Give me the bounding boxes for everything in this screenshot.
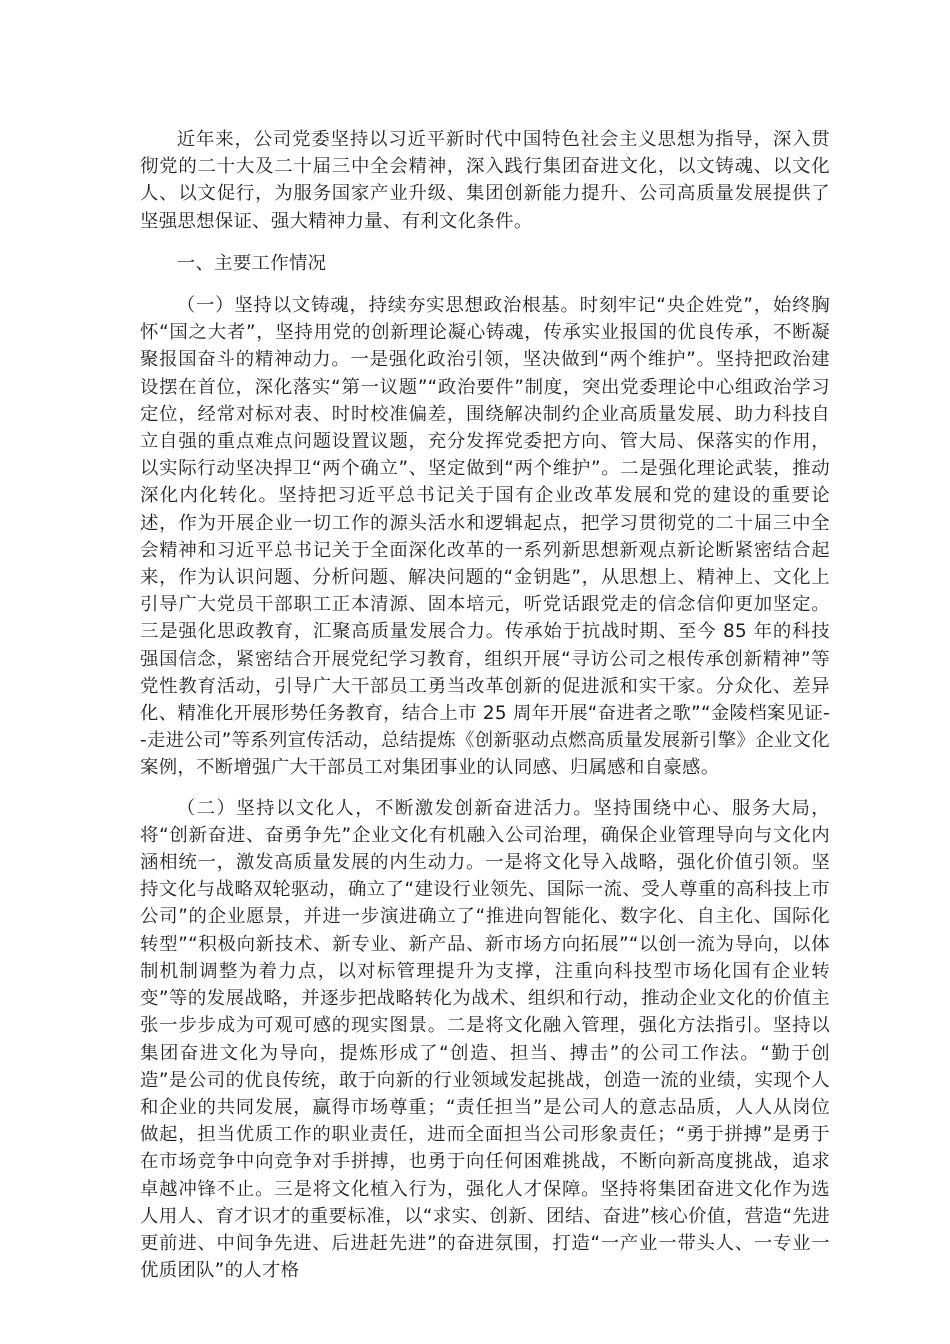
section-heading: 一、主要工作情况 bbox=[176, 252, 327, 274]
document-page bbox=[140, 126, 830, 1284]
section-2-paragraph: （二）坚持以文化人，不断激发创新奋进活力。坚持围绕中心、服务大局，将“创新奋进、奋勇争先”企业文化有机融入公司治理，确保企业管理导向与文化内涵相统一，激发高质量发展的内生动力。一是将文化导入战略，强化价值引领。坚持文化与战略双轮驱动，确立了“建设行业领先、国际一流、受人尊重的高科技上市公司”的企业愿景，并进一步演进确立了“推进向智能化、数字化、自主化、国际化转型”“积极向新技术、新专业、新产品、新市场方向拓展”“以创一流为导向，以体制机制调整为着力点，以对标管理提升为支撑，注重向科技型市场化国有企业转变”等的发展战略，并逐步把战略转化为战术、组织和行动，推动企业文化的价值主张一步步成为可观可感的现实图景。二是将文化融入管理，强化方法指引。坚持以集团奋进文化为导向，提炼形成了“创造、担当、搏击”的公司工作法。“勤于创造”是公司的优良传统，敢于向新的行业领域发起挑战，创造一流的业绩，实现个人和企业的共同发展，赢得市场尊重；“责任担当”是公司人的意志品质，人人从岗位做起，担当优质工作的职业责任，进而全面担当公司形象责任；“勇于拼搏”是勇于在市场竞争中向竞争对手拼搏，也勇于向任何困难挑战，不断向新高度挑战，追求卓越冲锋不止。三是将文化植入行为，强化人才保障。坚持将集团奋进文化作为选人用人、育才识才的重要标准，以“求实、创新、团结、奋进”核心价值，营造“先进更前进、中间争先进、后进赶先进”的奋进氛围，打造“一产业一带头人、一专业一优质团队”的人才格 bbox=[140, 797, 830, 1282]
section-1-paragraph: （一）坚持以文铸魂，持续夯实思想政治根基。时刻牢记“央企姓党”，始终胸怀“国之大者”，坚持用党的创新理论凝心铸魂，传承实业报国的优良传承，不断凝聚报国奋斗的精神动力。一是强化政治引领，坚决做到“两个维护”。坚持把政治建设摆在首位，深化落实“第一议题”“政治要件”制度，突出党委理论中心组政治学习定位，经常对标对表、时时校准偏差，围绕解决制约企业高质量发展、助力科技自立自强的重点难点问题设置议题，充分发挥党委把方向、管大局、保落实的作用，以实际行动坚决捍卫“两个确立”、坚定做到“两个维护”。二是强化理论武装，推动深化内化转化。坚持把习近平总书记关于国有企业改革发展和党的建设的重要论述，作为开展企业一切工作的源头活水和逻辑起点，把学习贯彻党的二十届三中全会精神和习近平总书记关于全面深化改革的一系列新思想新观点新论断紧密结合起来，作为认识问题、分析问题、解决问题的“金钥匙”，从思想上、精神上、文化上引导广大党员干部职工正本清源、固本培元，听党话跟党走的信念信仰更加坚定。三是强化思政教育，汇聚高质量发展合力。传承始于抗战时期、至今 85 年的科技强国信念，紧密结合开展党纪学习教育，组织开展“寻访公司之根传承创新精神”等党性教育活动，引导广大干部员工勇当改革创新的促进派和实干家。分众化、差异化、精准化开展形势任务教育，结合上市 25 周年开展“奋进者之歌”“金陵档案见证--走进公司”等系列宣传活动，总结提炼《创新驱动点燃高质量发展新引擎》企业文化案例，不断增强广大干部员工对集团事业的认同感、归属感和自豪感。 bbox=[140, 295, 830, 779]
intro-paragraph: 近年来，公司党委坚持以习近平新时代中国特色社会主义思想为指导，深入贯彻党的二十大及二十届三中全会精神，深入践行集团奋进文化，以文铸魂、以文化人、以文促行，为服务国家产业升级、集团创新能力提升、公司高质量发展提供了坚强思想保证、强大精神力量、有利文化条件。 bbox=[140, 129, 830, 232]
